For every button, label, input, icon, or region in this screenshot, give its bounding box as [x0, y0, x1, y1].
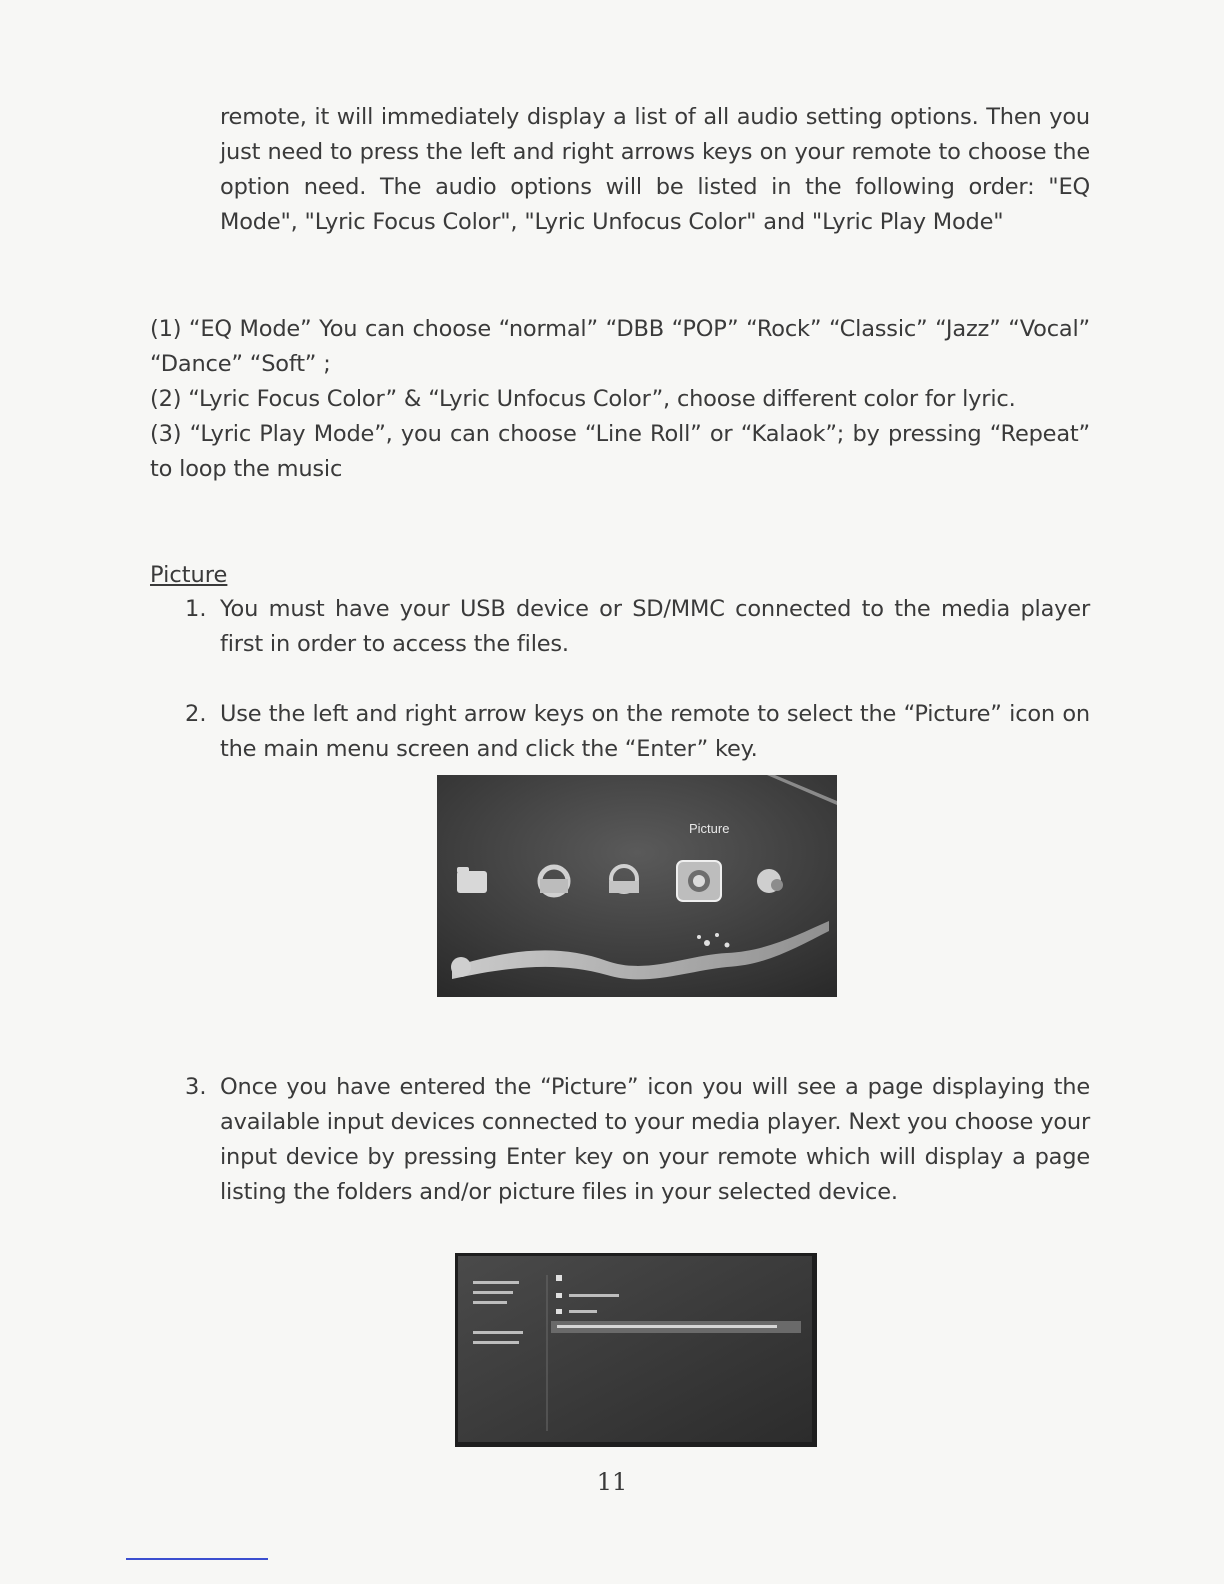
footer-rule — [126, 1558, 268, 1560]
audio-option-lyric-play-mode: (3) “Lyric Play Mode”, you can choose “Line Roll” or “Kalaok”; by pressing “Repeat” to loop the music — [150, 421, 1090, 482]
menu-selected-label: Picture — [689, 821, 730, 836]
intro-paragraph: remote, it will immediately display a list of all audio setting options. Then you just need to press the left and right arrows keys on your remote to choose the option need. The audio options will be listed in the following order: "EQ Mode", "Lyric Focus Color", "Lyric Unfocus Color" and "Lyric Play Mode" — [220, 104, 1090, 235]
file-browser-screenshot — [455, 1253, 817, 1447]
step-number: 2. — [185, 701, 207, 727]
section-heading-picture: Picture — [150, 562, 228, 588]
audio-option-lyric-color: (2) “Lyric Focus Color” & “Lyric Unfocus Color”, choose different color for lyric. — [150, 386, 1016, 412]
page-number: 11 — [596, 1468, 628, 1496]
step-number: 1. — [185, 596, 207, 622]
picture-icon — [677, 861, 721, 901]
main-menu-screenshot — [437, 775, 837, 997]
step-number: 3. — [185, 1074, 207, 1100]
step-text: Use the left and right arrow keys on the remote to select the “Picture” icon on the main menu screen and click the “Enter” key. — [220, 701, 1090, 762]
step-text: Once you have entered the “Picture” icon you will see a page displaying the available input devices connected to your media player. Next you choose your input device by pressing Enter key on your remote which will display a page listing the folders and/or picture files in your selected device. — [220, 1074, 1090, 1205]
audio-option-eq-mode: (1) “EQ Mode” You can choose “normal” “DBB “POP” “Rock” “Classic” “Jazz” “Vocal” “Dance” “Soft” ; — [150, 316, 1090, 377]
step-text: You must have your USB device or SD/MMC connected to the media player first in order to access the files. — [220, 596, 1090, 657]
